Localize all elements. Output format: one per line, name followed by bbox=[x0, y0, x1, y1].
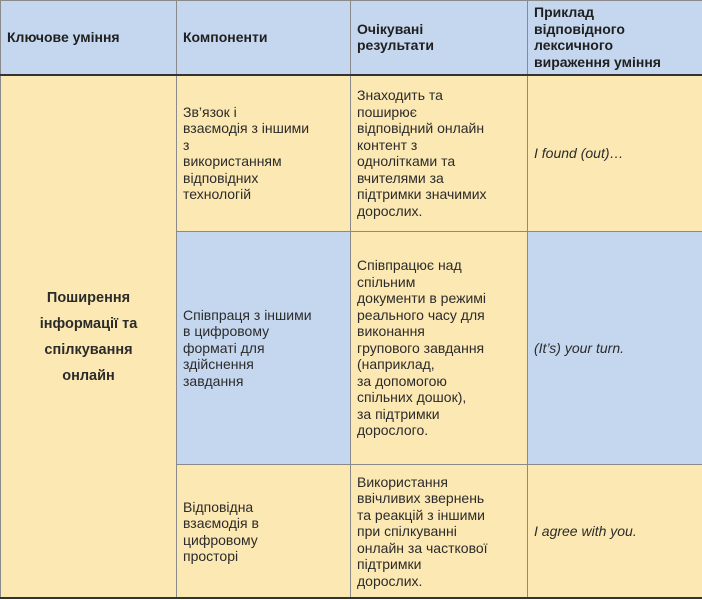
header-expected-results: Очікувані результати bbox=[351, 1, 528, 75]
header-lexical-example: Приклад відповідного лексичного вираження уміння bbox=[528, 1, 702, 75]
example-cell: I agree with you. bbox=[528, 465, 702, 599]
component-cell: Співпраця з іншими в цифровому форматі для здійснення завдання bbox=[177, 232, 351, 465]
header-components: Компоненти bbox=[177, 1, 351, 75]
example-cell: (It’s) your turn. bbox=[528, 232, 702, 465]
key-skill-cell: Поширення інформації та спілкування онлайн bbox=[1, 75, 177, 599]
component-cell: Відповідна взаємодія в цифровому просторі bbox=[177, 465, 351, 599]
table-bottom-rule bbox=[0, 597, 702, 599]
example-cell: I found (out)… bbox=[528, 75, 702, 232]
header-key-skill: Ключове уміння bbox=[1, 1, 177, 75]
result-cell: Співпрацює над спільним документи в режимі реального часу для виконання групового завдання (наприклад, за допомогою спільних дошок), за підтримки дорослого. bbox=[351, 232, 528, 465]
result-cell: Використання ввічливих звернень та реакцій з іншими при спілкуванні онлайн за часткової підтримки дорослих. bbox=[351, 465, 528, 599]
component-cell: Зв’язок і взаємодія з іншими з використанням відповідних технологій bbox=[177, 75, 351, 232]
result-cell: Знаходить та поширює відповідний онлайн контент з однолітками та вчителями за підтримки значимих дорослих. bbox=[351, 75, 528, 232]
header-row bbox=[1, 1, 702, 75]
table-row bbox=[1, 75, 702, 232]
